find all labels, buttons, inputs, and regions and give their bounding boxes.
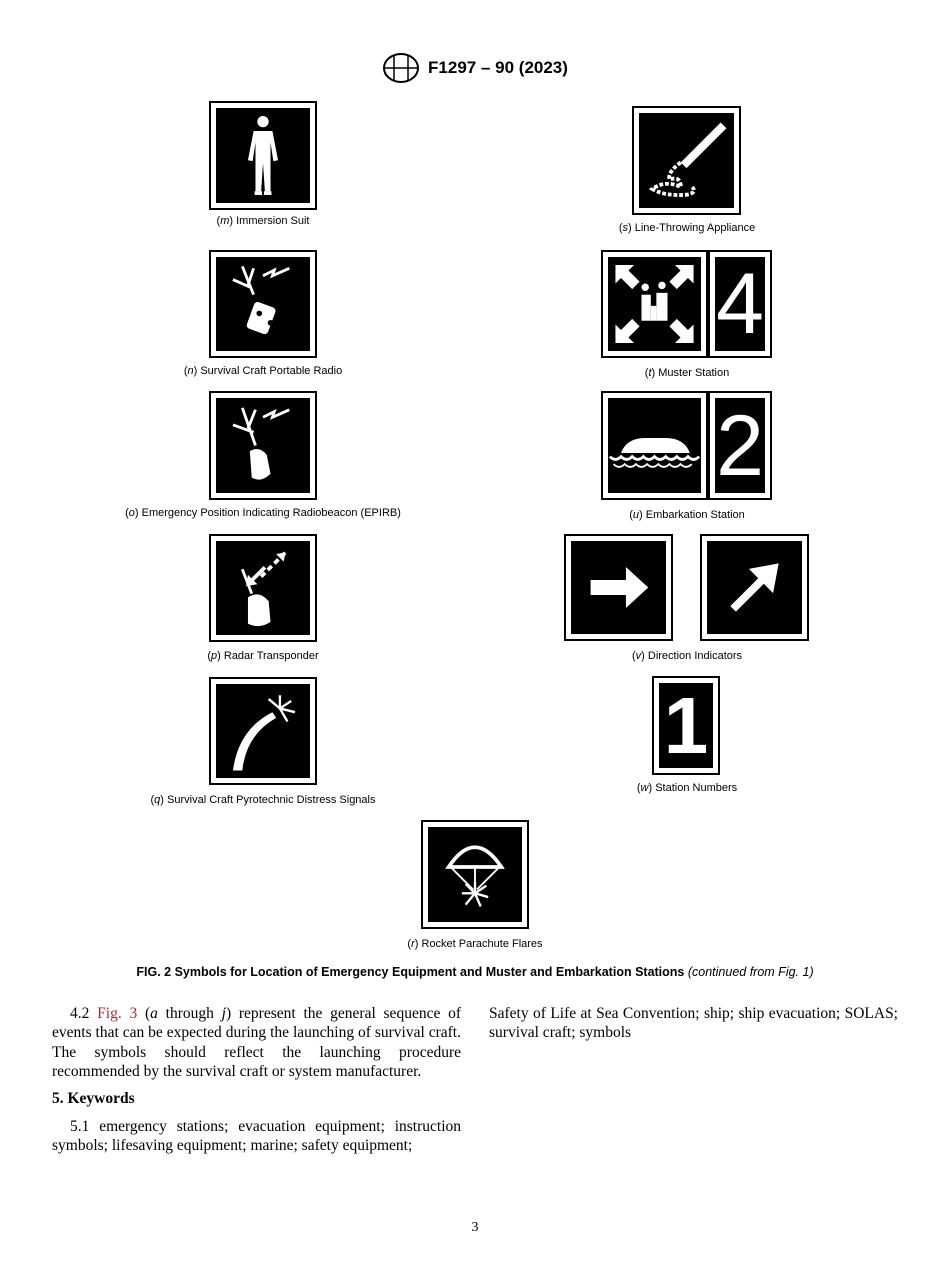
caption-t: (t) Muster Station [644,367,730,379]
embarkation-station-number: 2 [716,397,764,494]
paragraph-4-2: 4.2 Fig. 3 (a through j) represent the general sequence of events that can be expected during the launching of survival craft. The symbols should reflect the launching procedure recommended by the survival craft or system manufacturer. [52,1005,462,1080]
direction-arrow-icon [571,541,666,634]
page-number: 3 [471,1220,479,1235]
line-throwing-icon [639,113,734,208]
caption-u: (u) Embarkation Station [629,509,745,521]
pyrotechnic-signal-icon [216,684,310,778]
caption-m: (m) Immersion Suit [216,215,310,227]
immersion-suit-symbol [209,101,317,210]
caption-w: (w) Station Numbers [636,782,738,794]
pyrotechnic-signal-symbol [209,677,317,785]
direction-diagonal-symbol [700,534,809,641]
figure-caption: FIG. 2 Symbols for Location of Emergency Equipment and Muster and Embarkation Stations (continued from Fig. 1) [136,965,814,979]
station-number-symbol [652,676,720,775]
paragraph-5-1-continued: Safety of Life at Sea Convention; ship; ship evacuation; SOLAS; survival craft; symbols [489,1005,898,1042]
muster-station-number: 4 [716,256,764,352]
caption-q: (q) Survival Craft Pyrotechnic Distress Signals [150,794,376,806]
caption-o: (o) Emergency Position Indicating Radiobeacon (EPIRB) [125,507,401,519]
parachute-flare-symbol [421,820,529,929]
station-number-icon: 1 [663,680,709,770]
document-designation: F1297 – 90 (2023) [428,58,568,77]
immersion-suit-icon [216,108,310,203]
fig3-link[interactable]: Fig. 3 [97,1005,138,1022]
caption-p: (p) Radar Transponder [207,650,319,662]
embarkation-station-symbol [601,391,708,500]
radar-transponder-symbol [209,534,317,642]
direction-right-symbol [564,534,673,641]
portable-radio-icon [216,257,310,351]
caption-v: (v) Direction Indicators [631,650,743,662]
muster-station-icon [608,257,701,351]
section-5-heading: 5. Keywords [52,1090,135,1107]
astm-logo-icon [382,52,420,84]
epirb-icon [216,398,310,493]
epirb-symbol [209,391,317,500]
direction-arrow-diagonal-icon [707,541,802,634]
caption-n: (n) Survival Craft Portable Radio [183,365,343,377]
muster-station-symbol [601,250,708,358]
page-header [0,52,950,84]
caption-s: (s) Line-Throwing Appliance [618,222,756,234]
caption-r: (r) Rocket Parachute Flares [407,938,543,950]
embarkation-station-number-panel [708,391,772,500]
radar-transponder-icon [216,541,310,635]
paragraph-5-1: 5.1 emergency stations; evacuation equipment; instruction symbols; lifesaving equipment; marine; safety equipment; [52,1118,461,1155]
parachute-flare-icon [428,827,522,922]
line-throwing-symbol [632,106,741,215]
portable-radio-symbol [209,250,317,358]
muster-station-number-panel [708,250,772,358]
embarkation-station-icon [608,398,701,493]
